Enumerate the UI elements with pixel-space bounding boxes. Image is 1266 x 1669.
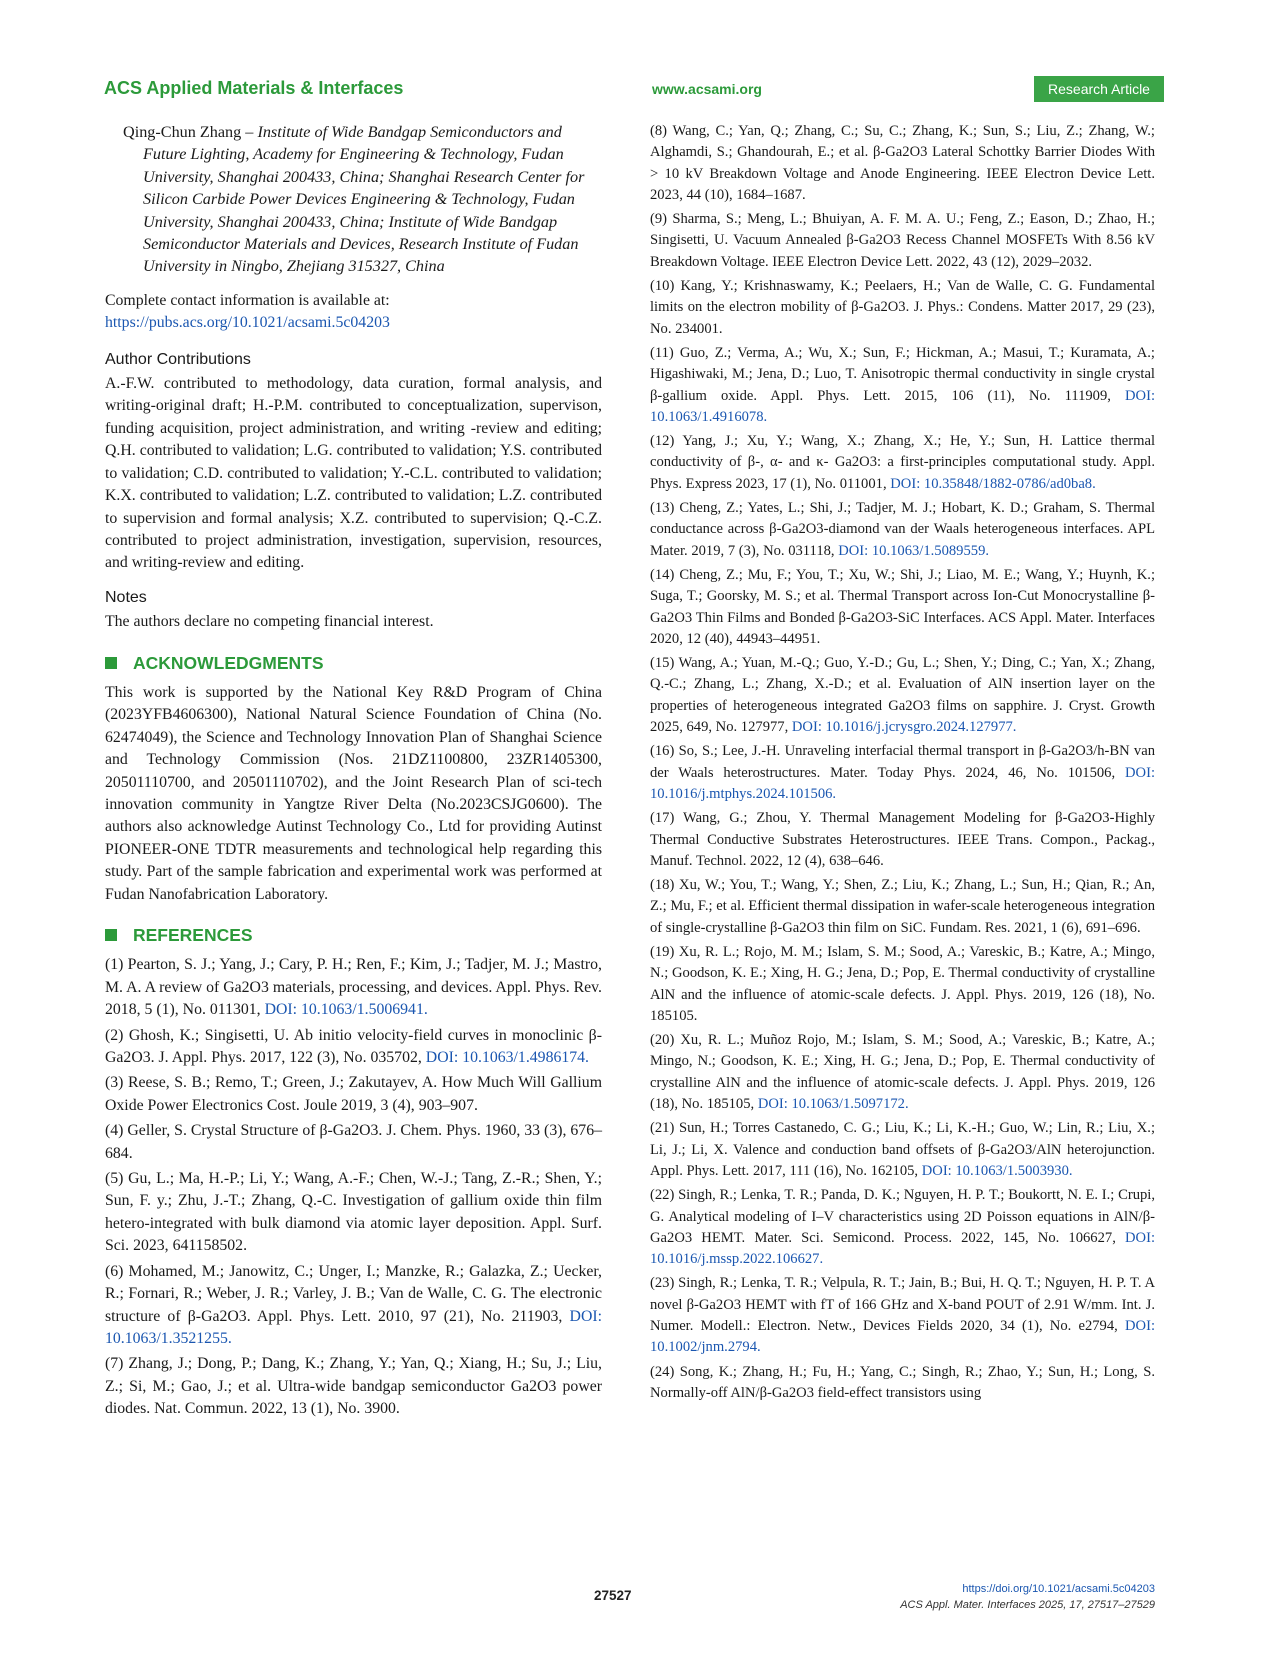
reference-text: (18) Xu, W.; You, T.; Wang, Y.; Shen, Z.; Liu, K.; Zhang, L.; Sun, H.; Qian, R.; An, Z.; Mu, F.; et al. Efficient thermal dissipation in wafer-scale heterogeneous integration of single-crystalline β-Ga2O3 thin film on SiC. Fundam. Res. 2021, 1 (6), 691–696. [650, 877, 1155, 936]
reference-text: (4) Geller, S. Crystal Structure of β-Ga2O3. J. Chem. Phys. 1960, 33 (3), 676–684. [105, 1122, 602, 1162]
contact-info-text: Complete contact information is available at: [105, 291, 390, 309]
reference-item [105, 1120, 602, 1165]
reference-text: (6) Mohamed, M.; Janowitz, C.; Unger, I.; Manzke, R.; Galazka, Z.; Uecker, R.; Fornari, R.; Weber, J. R.; Varley, J. B.; Van de Walle, C. G. The electronic structure of β-Ga2O3. Appl. Phys. Lett. 2010, 97 (21), No. 211903, [105, 1262, 602, 1325]
reference-text: (17) Wang, G.; Zhou, Y. Thermal Management Modeling for β-Ga2O3-Highly Thermal Conductive Substrates Heterostructures. IEEE Trans. Compon., Packag., Manuf. Technol. 2022, 12 (4), 638–646. [650, 810, 1155, 869]
reference-text: (5) Gu, L.; Ma, H.-P.; Li, Y.; Wang, A.-F.; Chen, W.-J.; Tang, Z.-R.; Shen, Y.; Sun, F. y.; Zhu, J.-T.; Zhang, Q.-C. Investigation of gallium oxide thin film hetero-integrated with bulk diamond via atomic layer deposition. Appl. Surf. Sci. 2023, 641158502. [105, 1170, 602, 1255]
journal-website-link[interactable]: www.acsami.org [652, 81, 762, 97]
reference-item [650, 875, 1155, 939]
reference-item [650, 741, 1155, 805]
reference-doi-link[interactable]: DOI: 10.1063/1.5089559. [838, 542, 990, 559]
reference-item [650, 1362, 1155, 1405]
reference-doi-link[interactable]: DOI: 10.35848/1882-0786/ad0ba8. [890, 475, 1096, 492]
footer-citation: ACS Appl. Mater. Interfaces 2025, 17, 27517–27529 [900, 1599, 1155, 1611]
section-square-icon [105, 929, 117, 941]
reference-item [105, 1261, 602, 1351]
page-header [104, 76, 1164, 106]
acknowledgments-title: ACKNOWLEDGMENTS [133, 652, 324, 673]
reference-item [650, 431, 1155, 495]
reference-doi-link[interactable]: DOI: 10.1002/jnm.2794. [650, 1318, 1155, 1356]
reference-item [105, 1025, 602, 1070]
reference-text: (10) Kang, Y.; Krishnaswamy, K.; Peelaers, H.; Van de Walle, C. G. Fundamental limits on the electron mobility of β-Ga2O3. J. Phys.: Condens. Matter 2017, 29 (23), No. 234001. [650, 278, 1155, 337]
journal-name: ACS Applied Materials & Interfaces [104, 78, 404, 98]
reference-item [650, 565, 1155, 650]
reference-text: (8) Wang, C.; Yan, Q.; Zhang, C.; Su, C.; Zhang, K.; Sun, S.; Liu, Z.; Zhang, W.; Alghamdi, S.; Ghandourah, E.; et al. β-Ga2O3 Lateral Schottky Barrier Diodes With > 10 kV Breakdown Voltage and Anode Engineering. IEEE Electron Device Lett. 2023, 44 (10), 1684–1687. [650, 123, 1155, 203]
reference-doi-link[interactable]: DOI: 10.1063/1.5097172. [757, 1096, 909, 1113]
reference-item [105, 1072, 602, 1117]
page-number: 27527 [594, 1588, 632, 1603]
notes-heading: Notes [105, 588, 147, 606]
reference-doi-link[interactable]: DOI: 10.1063/1.5003930. [921, 1162, 1073, 1179]
reference-doi-link[interactable]: DOI: 10.1016/j.jcrysgro.2024.127977. [791, 719, 1017, 736]
contact-info-link[interactable]: https://pubs.acs.org/10.1021/acsami.5c04203 [105, 314, 390, 332]
reference-item [105, 954, 602, 1021]
corresponding-author [105, 121, 602, 278]
author-dash: – [241, 123, 258, 141]
reference-item [650, 1118, 1155, 1182]
reference-text: (19) Xu, R. L.; Rojo, M. M.; Islam, S. M.; Sood, A.; Vareskic, B.; Katre, A.; Mingo, N.; Goodson, K. E.; Xing, H. G.; Jena, D.; Pop, E. Thermal conductivity of crystalline AlN and the influence of atomic-scale defects. J. Appl. Phys. 2019, 126 (18), No. 185105. [650, 943, 1155, 1024]
article-type-badge: Research Article [1034, 76, 1164, 102]
reference-item [650, 1185, 1155, 1270]
reference-item [105, 1168, 602, 1258]
reference-item [650, 1273, 1155, 1358]
author-contributions-text: A.-F.W. contributed to methodology, data curation, formal analysis, and writing-original draft; H.-P.M. contributed to conceptualization, supervison, funding acquisition, project administration, and writing -review and editing; Q.H. contributed to validation; L.G. contributed to validation; Y.S. contributed to validation; C.D. contributed to validation; Y.-C.L. contributed to validation; K.X. contributed to validation; L.Z. contributed to validation; L.Z. contributed to supervision and formal analysis; X.Z. contributed to supervision; Q.-C.Z. contributed to project administration, investigation, supervision, resources, and writing-review and editing. [105, 375, 602, 572]
references-heading [105, 924, 602, 946]
reference-text: (11) Guo, Z.; Verma, A.; Wu, X.; Sun, F.; Hickman, A.; Masui, T.; Kuramata, A.; Higashiwaki, M.; Jena, D.; Luo, T. Anisotropic thermal conductivity in single crystal β-gallium oxide. Appl. Phys. Lett. 2015, 106 (11), No. 111909, [650, 344, 1155, 404]
reference-text: (24) Song, K.; Zhang, H.; Fu, H.; Yang, C.; Singh, R.; Zhao, Y.; Sun, H.; Long, S. Normally-off AlN/β-Ga2O3 field-effect transistors using [650, 1363, 1155, 1401]
reference-doi-link[interactable]: DOI: 10.1063/1.4986174. [425, 1049, 590, 1067]
reference-item [650, 653, 1155, 738]
reference-text: (2) Ghosh, K.; Singisetti, U. Ab initio velocity-field curves in monoclinic β-Ga2O3. J. Appl. Phys. 2017, 122 (3), No. 035702, [105, 1026, 602, 1067]
reference-item [650, 343, 1155, 428]
reference-doi-link[interactable]: DOI: 10.1063/1.3521255. [105, 1307, 602, 1347]
footer-doi-link[interactable]: https://doi.org/10.1021/acsami.5c04203 [962, 1583, 1155, 1595]
references-list-right [650, 121, 1155, 1404]
reference-doi-link[interactable]: DOI: 10.1063/1.4916078. [650, 387, 1155, 425]
reference-item [650, 209, 1155, 273]
reference-text: (16) So, S.; Lee, J.-H. Unraveling interfacial thermal transport in β-Ga2O3/h-BN van der Waals heterostructures. Mater. Today Phys. 2024, 46, No. 101506, [650, 743, 1155, 781]
references-list-left [105, 954, 602, 1420]
reference-doi-link[interactable]: DOI: 10.1063/1.5006941. [264, 1001, 428, 1019]
notes-text: The authors declare no competing financial interest. [105, 613, 434, 631]
reference-item [650, 808, 1155, 872]
reference-text: (15) Wang, A.; Yuan, M.-Q.; Guo, Y.-D.; Gu, L.; Shen, Y.; Ding, C.; Yan, X.; Zhang, Q.-C.; Zhang, L.; Zhang, X.-D.; et al. Evaluation of AlN insertion layer on the properties of heterogeneous integrated Ga2O3 films on sapphire. J. Cryst. Growth 2025, 649, No. 127977, [650, 655, 1155, 736]
references-title: REFERENCES [133, 925, 253, 945]
reference-text: (3) Reese, S. B.; Remo, T.; Green, J.; Zakutayev, A. How Much Will Gallium Oxide Power Electronics Cost. Joule 2019, 3 (4), 903–907. [105, 1074, 602, 1114]
acknowledgments-heading [105, 652, 602, 674]
section-square-icon [105, 657, 117, 669]
reference-item [650, 121, 1155, 206]
reference-item [650, 276, 1155, 340]
reference-text: (20) Xu, R. L.; Muñoz Rojo, M.; Islam, S. M.; Sood, A.; Vareskic, B.; Katre, A.; Mingo, N.; Goodson, K. E.; Xing, H. G.; Jena, D.; Pop, E. Thermal conductivity of crystalline AlN and the influence of atomic-scale defects. J. Appl. Phys. 2019, 126 (18), No. 185105, [650, 1032, 1155, 1113]
reference-text: (23) Singh, R.; Lenka, T. R.; Velpula, R. T.; Jain, B.; Bui, H. Q. T.; Nguyen, H. P. T. A novel β-Ga2O3 HEMT with fT of 166 GHz and X-band POUT of 2.91 W/mm. Int. J. Numer. Modell.: Electron. Netw., Devices Fields 2020, 34 (1), No. e2794, [650, 1275, 1155, 1335]
reference-text: (12) Yang, J.; Xu, Y.; Wang, X.; Zhang, X.; He, Y.; Sun, H. Lattice thermal conductivity of β-, α- and κ- Ga2O3: a first-principles computational study. Appl. Phys. Express 2023, 17 (1), No. 011001, [650, 433, 1155, 492]
author-contributions-heading: Author Contributions [105, 350, 251, 368]
reference-text: (21) Sun, H.; Torres Castanedo, C. G.; Liu, K.; Li, K.-H.; Guo, W.; Lin, R.; Liu, X.; Li, J.; Li, X. Valence and conduction band offsets of β-Ga2O3/AlN heterojunction. Appl. Phys. Lett. 2017, 111 (16), No. 162105, [650, 1120, 1155, 1179]
reference-text: (14) Cheng, Z.; Mu, F.; You, T.; Xu, W.; Shi, J.; Liao, M. E.; Wang, Y.; Huynh, K.; Suga, T.; Goorsky, M. S.; et al. Thermal Transport across Ion-Cut Monocrystalline β-Ga2O3 Thin Films and Bonded β-Ga2O3-SiC Interfaces. ACS Appl. Mater. Interfaces 2020, 12 (40), 44943–44951. [650, 566, 1155, 647]
reference-text: (7) Zhang, J.; Dong, P.; Dang, K.; Zhang, Y.; Yan, Q.; Xiang, H.; Su, J.; Liu, Z.; Si, M.; Gao, J.; et al. Ultra-wide bandgap semiconductor Ga2O3 power diodes. Nat. Commun. 2022, 13 (1), No. 3900. [105, 1355, 602, 1418]
reference-doi-link[interactable]: DOI: 10.1016/j.mtphys.2024.101506. [650, 764, 1155, 802]
reference-item [650, 498, 1155, 562]
reference-item [650, 942, 1155, 1027]
left-column [105, 121, 602, 1424]
reference-item [650, 1030, 1155, 1115]
reference-text: (22) Singh, R.; Lenka, T. R.; Panda, D. K.; Nguyen, H. P. T.; Boukortt, N. E. I.; Crupi, G. Analytical modeling of I–V characteristics using 2D Poisson equations in AlN/β-Ga2O3 HEMT. Mater. Sci. Semicond. Process. 2022, 145, No. 106627, [650, 1187, 1155, 1246]
author-affiliation: Institute of Wide Bandgap Semiconductors and Future Lighting, Academy for Engineering & Technology, Fudan University, Shanghai 200433, China; Shanghai Research Center for Silicon Carbide Power Devices Engineering & Technology, Fudan University, Shanghai 200433, China; Institute of Wide Bandgap Semiconductor Materials and Devices, Research Institute of Fudan University in Ningbo, Zhejiang 315327, China [143, 123, 585, 276]
right-column [650, 121, 1155, 1407]
reference-text: (1) Pearton, S. J.; Yang, J.; Cary, P. H.; Ren, F.; Kim, J.; Tadjer, M. J.; Mastro, M. A. A review of Ga2O3 materials, processing, and devices. Appl. Phys. Rev. 2018, 5 (1), No. 011301, [105, 956, 602, 1019]
author-name: Qing-Chun Zhang [123, 123, 242, 141]
reference-text: (13) Cheng, Z.; Yates, L.; Shi, J.; Tadjer, M. J.; Hobart, K. D.; Graham, S. Thermal conductance across β-Ga2O3-diamond van der Waals heterogeneous interfaces. APL Mater. 2019, 7 (3), No. 031118, [650, 500, 1155, 559]
reference-doi-link[interactable]: DOI: 10.1016/j.mssp.2022.106627. [650, 1229, 1155, 1268]
reference-text: (9) Sharma, S.; Meng, L.; Bhuiyan, A. F. M. A. U.; Feng, Z.; Eason, D.; Zhao, H.; Singisetti, U. Vacuum Annealed β-Ga2O3 Recess Channel MOSFETs With 8.56 kV Breakdown Voltage. IEEE Electron Device Lett. 2022, 43 (12), 2029–2032. [650, 211, 1155, 270]
reference-item [105, 1353, 602, 1420]
acknowledgments-text: This work is supported by the National Key R&D Program of China (2023YFB4606300), National Natural Science Foundation of China (No. 62474049), the Science and Technology Innovation Plan of Shanghai Science and Technology Commission (Nos. 21DZ1100800, 23ZR1405300, 20501110700, and 20501110702), and the Joint Research Plan of sci-tech innovation community in Yangtze River Delta (No.2023CSJG0600). The authors also acknowledge Autinst Technology Co., Ltd for providing Autinst PIONEER-ONE TDTR measurements and technological help regarding this study. Part of the sample fabrication and experimental work was performed at Fudan Nanofabrication Laboratory. [105, 683, 602, 903]
